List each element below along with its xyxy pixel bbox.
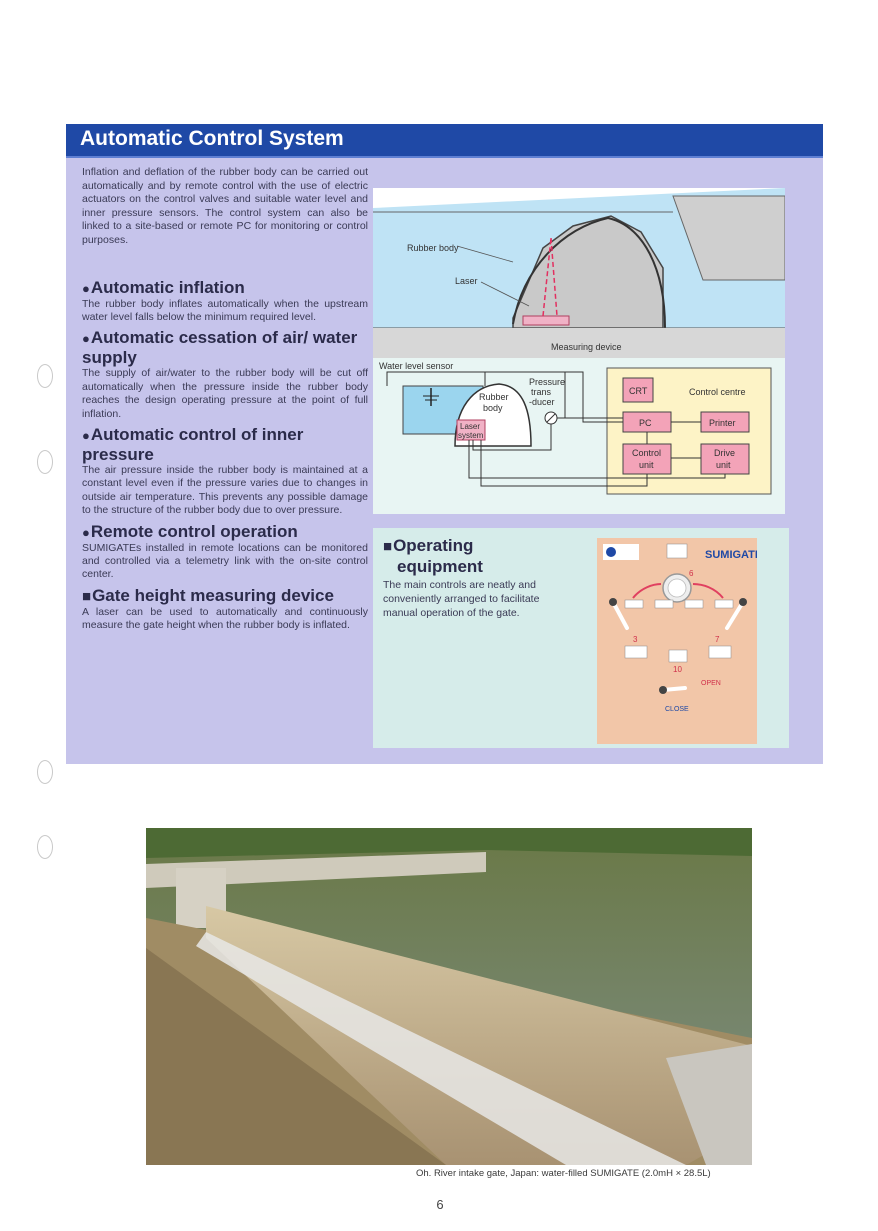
operating-equipment-panel xyxy=(373,528,789,748)
label-control-centre: Control centre xyxy=(689,387,746,397)
label-crt: CRT xyxy=(629,386,648,396)
section-title: Automatic Control System xyxy=(80,127,344,150)
control-system-diagram xyxy=(373,188,785,514)
text-column xyxy=(82,166,368,633)
body-remote-control: SUMIGATEs installed in remote locations can be monitored and controlled via a telemetry link with the on-site control center. xyxy=(82,541,368,581)
label-drive-unit-1: Drive xyxy=(714,448,736,458)
body-gate-height: A laser can be used to automatically and continuously measure the gate height when the rubber body is inflated. xyxy=(82,605,368,632)
board-dial-10: 10 xyxy=(673,665,682,674)
heading-inner-pressure: ● Automatic control of inner pressure xyxy=(82,425,368,464)
board-close: CLOSE xyxy=(665,706,689,713)
board-dial-3: 3 xyxy=(633,635,638,644)
binder-hole xyxy=(37,835,53,859)
body-automatic-cessation: The supply of air/water to the rubber body will be cut off automatically when the pressure inside the rubber body reaches the design operating pressure at the point of full inflation. xyxy=(82,367,368,420)
control-board-photo xyxy=(597,538,757,744)
label-pressure-3: -ducer xyxy=(529,397,555,407)
label-pressure-1: Pressure xyxy=(529,377,566,387)
board-dial-7: 7 xyxy=(715,635,720,644)
board-brand: SUMIGATE xyxy=(705,549,757,561)
body-automatic-inflation: The rubber body inflates automatically when the upstream water level falls below the minimum required level. xyxy=(82,297,368,323)
binder-hole xyxy=(37,450,53,474)
label-laser-system-1: Laser xyxy=(460,422,481,431)
operating-body: The main controls are neatly and conveniently arranged to facilitate manual operation of the gate. xyxy=(383,579,540,619)
body-inner-pressure: The air pressure inside the rubber body is maintained at a constant level even if the pressure varies due to changes in outside air temperature. This prevents any possible damage to the structure of the rubber body due to over pressure. xyxy=(82,464,368,517)
heading-automatic-cessation: ● Automatic cessation of air/ water supply xyxy=(82,328,368,367)
photo-caption: Oh. River intake gate, Japan: water-filled SUMIGATE (2.0mH × 28.5L) xyxy=(416,1168,711,1179)
intro-paragraph: Inflation and deflation of the rubber body can be carried out automatically and by remote control with the use of electric actuators on the control valves and suitable water level and inner pressure sensors. The control system can also be linked to a site-based or remote PC for monitoring or control purposes. xyxy=(82,166,368,246)
label-control-unit-2: unit xyxy=(639,460,654,470)
label-rubber-body: Rubber body xyxy=(407,243,459,253)
label-measuring-device: Measuring device xyxy=(551,342,622,352)
operating-heading: ■ Operating equipment xyxy=(383,536,483,577)
binder-hole xyxy=(37,364,53,388)
label-printer: Printer xyxy=(709,418,736,428)
label-pressure-2: trans xyxy=(531,387,552,397)
label-laser: Laser xyxy=(455,276,478,286)
heading-automatic-inflation: ● Automatic inflation xyxy=(82,278,368,298)
label-control-unit-1: Control xyxy=(632,448,662,458)
label-water-level-sensor: Water level sensor xyxy=(379,361,454,371)
binder-hole xyxy=(37,760,53,784)
label-pc: PC xyxy=(639,418,652,428)
label-laser-system-2: system xyxy=(458,431,484,440)
heading-remote-control: ● Remote control operation xyxy=(82,522,368,542)
label-inner-body: body xyxy=(483,403,503,413)
label-inner-rubber: Rubber xyxy=(479,392,509,402)
river-intake-gate-photo xyxy=(146,828,752,1165)
board-dial-6: 6 xyxy=(689,569,694,578)
section-title-bar xyxy=(66,124,823,158)
page-number: 6 xyxy=(436,1197,444,1212)
board-open: OPEN xyxy=(701,680,721,687)
label-drive-unit-2: unit xyxy=(716,460,731,470)
heading-gate-height: ■ Gate height measuring device xyxy=(82,586,368,606)
